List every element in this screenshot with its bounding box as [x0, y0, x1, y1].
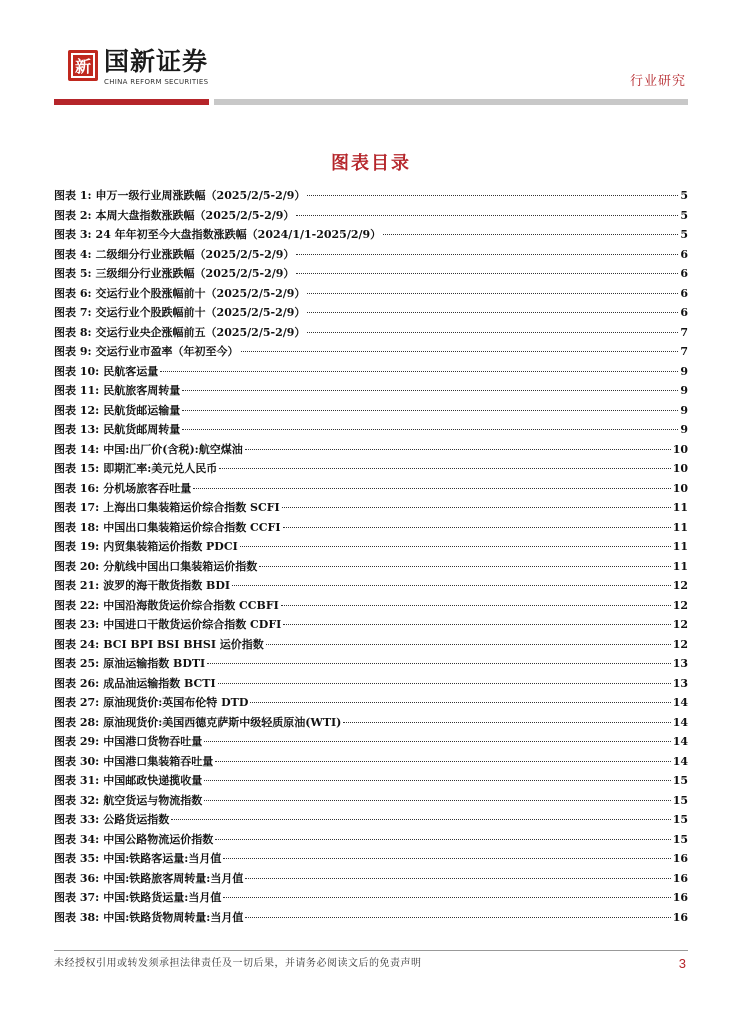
toc-entry-title: 中国进口干散货运价综合指数 CDFI	[103, 618, 282, 631]
toc-entry-leader	[296, 273, 678, 274]
toc-entry-leader	[283, 624, 670, 625]
toc-entry-title: 本周大盘指数涨跌幅（2025/2/5-2/9）	[95, 208, 295, 222]
brand-name-english: CHINA REFORM SECURITIES	[104, 78, 209, 86]
toc-entry-page: 7	[680, 325, 688, 339]
toc-entry-leader	[307, 312, 678, 313]
toc-entry-leader	[250, 702, 670, 703]
toc-entry-page: 14	[672, 715, 688, 729]
toc-entry-page: 9	[680, 364, 688, 378]
footer-divider	[54, 950, 688, 951]
toc-entry-leader	[245, 449, 671, 450]
toc-entry[interactable]	[54, 401, 688, 421]
toc-entry-page: 9	[680, 403, 688, 417]
toc-entry-label: 图表 1:	[54, 189, 92, 202]
toc-entry[interactable]	[54, 615, 688, 635]
toc-entry-page: 6	[680, 267, 688, 280]
toc-entry-label: 图表 32:	[54, 793, 100, 807]
toc-entry-page: 12	[672, 637, 688, 651]
toc-entry-title: 中国:铁路货运量:当月值	[103, 891, 222, 904]
toc-entry[interactable]	[54, 791, 688, 811]
toc-entry-leader	[296, 254, 678, 255]
toc-title: 图表目录	[331, 153, 411, 174]
toc-entry-leader	[240, 546, 671, 547]
toc-entry[interactable]	[54, 518, 688, 538]
toc-entry-title: 中国港口货物吞吐量	[103, 735, 203, 748]
toc-entry-page: 10	[672, 481, 688, 495]
toc-entry-title: 成品油运输指数 BCTI	[103, 676, 216, 690]
toc-entry-label: 图表 18:	[54, 520, 100, 534]
toc-entry[interactable]	[54, 576, 688, 596]
toc-entry-label: 图表 35:	[54, 852, 100, 865]
toc-entry-page: 7	[680, 345, 688, 358]
logo-mark-icon	[68, 50, 98, 81]
toc-entry-title: 中国沿海散货运价综合指数 CCBFI	[103, 598, 279, 612]
toc-entry-leader	[296, 215, 678, 216]
toc-entry-leader	[232, 585, 671, 586]
toc-entry-leader	[182, 410, 678, 411]
toc-entry[interactable]	[54, 479, 688, 499]
toc-entry-page: 11	[672, 559, 688, 573]
toc-entry-page: 6	[680, 247, 688, 261]
toc-entry-leader	[281, 605, 671, 606]
toc-entry[interactable]	[54, 830, 688, 850]
toc-entry-leader	[383, 234, 678, 235]
toc-entry-label: 图表 36:	[54, 871, 100, 885]
toc-entry[interactable]	[54, 225, 688, 245]
toc-entry-label: 图表 30:	[54, 754, 100, 768]
toc-entry[interactable]	[54, 342, 688, 362]
toc-entry-leader	[215, 761, 670, 762]
toc-entry-title: 交运行业央企涨幅前五（2025/2/5-2/9）	[95, 325, 306, 339]
toc-entry[interactable]	[54, 420, 688, 440]
toc-entry-title: 即期汇率:美元兑人民币	[103, 462, 218, 475]
toc-entry-label: 图表 26:	[54, 676, 100, 690]
footer-disclaimer: 未经授权引用或转发须承担法律责任及一切后果，并请务必阅读文后的免责声明	[54, 958, 422, 969]
toc-entry-leader	[245, 878, 670, 879]
toc-entry[interactable]	[54, 810, 688, 830]
toc-entry-title: 民航货邮运输量	[103, 403, 181, 417]
toc-entry[interactable]	[54, 459, 688, 479]
toc-entry[interactable]	[54, 849, 688, 869]
toc-entry[interactable]	[54, 303, 688, 323]
toc-entry-title: 中国港口集装箱吞吐量	[103, 754, 214, 768]
toc-entry-page: 6	[680, 286, 688, 300]
toc-entry-label: 图表 28:	[54, 715, 100, 729]
toc-entry-title: 中国邮政快递揽收量	[103, 774, 203, 787]
toc-entry[interactable]	[54, 908, 688, 928]
toc-entry-title: 原油现货价:英国布伦特 DTD	[103, 696, 249, 709]
toc-entry-leader	[215, 839, 670, 840]
toc-entry-page: 16	[672, 910, 688, 924]
toc-entry-label: 图表 5:	[54, 267, 92, 280]
toc-entry-page: 14	[672, 735, 688, 748]
toc-entry-label: 图表 4:	[54, 247, 92, 261]
toc-entry-leader	[307, 293, 678, 294]
toc-entry[interactable]	[54, 693, 688, 713]
toc-entry-title: 中国:出厂价(含税):航空煤油	[103, 442, 243, 456]
toc-entry-leader	[204, 741, 670, 742]
toc-entry-title: 波罗的海干散货指数 BDI	[103, 579, 231, 592]
toc-entry-leader	[343, 722, 670, 723]
toc-entry-leader	[223, 858, 670, 859]
toc-entry-label: 图表 27:	[54, 696, 100, 709]
toc-entry-page: 14	[672, 696, 688, 709]
toc-entry-leader	[207, 663, 670, 664]
toc-entry-title: 上海出口集装箱运价综合指数 SCFI	[103, 501, 280, 514]
toc-entry-label: 图表 12:	[54, 403, 100, 417]
toc-entry-label: 图表 16:	[54, 481, 100, 495]
toc-entry-label: 图表 21:	[54, 579, 100, 592]
toc-entry[interactable]	[54, 713, 688, 733]
toc-entry-label: 图表 11:	[54, 384, 100, 397]
toc-entry-label: 图表 38:	[54, 910, 100, 924]
toc-entry[interactable]	[54, 284, 688, 304]
toc-entry-page: 11	[672, 520, 688, 534]
toc-entry-title: 二级细分行业涨跌幅（2025/2/5-2/9）	[95, 247, 295, 261]
toc-entry[interactable]	[54, 440, 688, 460]
toc-entry-page: 5	[680, 189, 688, 202]
toc-entry[interactable]	[54, 732, 688, 752]
toc-entry-label: 图表 17:	[54, 501, 100, 514]
toc-entry-label: 图表 2:	[54, 208, 92, 222]
toc-entry-title: 原油现货价:美国西德克萨斯中级轻质原油(WTI)	[103, 715, 342, 729]
toc-entry[interactable]	[54, 752, 688, 772]
toc-entry-page: 9	[680, 423, 688, 436]
toc-entry-label: 图表 31:	[54, 774, 100, 787]
toc-entry-leader	[241, 351, 679, 352]
toc-entry-label: 图表 23:	[54, 618, 100, 631]
toc-entry-label: 图表 13:	[54, 423, 100, 436]
toc-entry-title: BCI BPI BSI BHSI 运价指数	[103, 637, 264, 651]
toc-entry-title: 24 年年初至今大盘指数涨跌幅（2024/1/1-2025/2/9）	[95, 228, 382, 241]
toc-entry-page: 13	[672, 657, 688, 670]
toc-entry[interactable]	[54, 264, 688, 284]
toc-entry[interactable]	[54, 323, 688, 343]
toc-entry-label: 图表 8:	[54, 325, 92, 339]
toc-entry-label: 图表 20:	[54, 559, 100, 573]
toc-entry-page: 16	[672, 852, 688, 865]
toc-entry-leader	[245, 917, 670, 918]
toc-entry-title: 中国:铁路旅客周转量:当月值	[103, 871, 244, 885]
toc-entry[interactable]	[54, 674, 688, 694]
toc-entry-title: 交运行业个股跌幅前十（2025/2/5-2/9）	[95, 306, 306, 319]
toc-entry[interactable]	[54, 635, 688, 655]
toc-entry[interactable]	[54, 245, 688, 265]
toc-entry-leader	[283, 527, 671, 528]
toc-entry[interactable]	[54, 596, 688, 616]
toc-entry[interactable]	[54, 381, 688, 401]
toc-entry[interactable]	[54, 206, 688, 226]
toc-entry-leader	[218, 683, 671, 684]
toc-entry-page: 5	[680, 228, 688, 241]
header-divider-bar	[214, 99, 688, 105]
toc-entry-leader	[171, 819, 670, 820]
toc-entry-page: 11	[672, 501, 688, 514]
toc-entry-title: 公路货运指数	[103, 813, 170, 826]
toc-entry-label: 图表 25:	[54, 657, 100, 670]
toc-entry-leader	[282, 507, 671, 508]
toc-entry[interactable]	[54, 771, 688, 791]
toc-entry-title: 中国:铁路货物周转量:当月值	[103, 910, 244, 924]
toc-entry-label: 图表 15:	[54, 462, 100, 475]
toc-entry-label: 图表 24:	[54, 637, 100, 651]
toc-entry[interactable]	[54, 557, 688, 577]
toc-entry-page: 10	[672, 462, 688, 475]
toc-entry-title: 原油运输指数 BDTI	[103, 657, 206, 670]
toc-entry-label: 图表 3:	[54, 228, 92, 241]
toc-entry-page: 6	[680, 306, 688, 319]
figure-table-of-contents	[54, 186, 688, 927]
toc-entry-page: 12	[672, 579, 688, 592]
toc-entry-leader	[204, 800, 670, 801]
toc-entry-title: 中国出口集装箱运价综合指数 CCFI	[103, 520, 281, 534]
toc-entry[interactable]	[54, 888, 688, 908]
brand-logo-icon	[68, 50, 98, 81]
toc-entry-page: 15	[672, 813, 688, 826]
toc-entry-title: 申万一级行业周涨跌幅（2025/2/5-2/9）	[95, 189, 306, 202]
toc-entry[interactable]	[54, 537, 688, 557]
toc-entry-page: 11	[672, 540, 688, 553]
toc-entry-title: 分机场旅客吞吐量	[103, 481, 192, 495]
toc-entry-leader	[182, 390, 678, 391]
toc-entry-page: 15	[672, 793, 688, 807]
toc-entry-title: 中国公路物流运价指数	[103, 832, 214, 846]
toc-entry-leader	[223, 897, 670, 898]
toc-entry-page: 15	[672, 832, 688, 846]
toc-entry-title: 民航客运量	[103, 364, 159, 378]
toc-entry-page: 16	[672, 891, 688, 904]
toc-entry-page: 10	[672, 442, 688, 456]
toc-entry-label: 图表 33:	[54, 813, 100, 826]
logo-mark-glyph: 新	[74, 57, 92, 76]
toc-entry-leader	[219, 468, 670, 469]
toc-entry-label: 图表 6:	[54, 286, 92, 300]
toc-entry-title: 内贸集装箱运价指数 PDCI	[103, 540, 238, 553]
toc-entry-page: 13	[672, 676, 688, 690]
toc-entry-leader	[307, 195, 678, 196]
toc-entry-leader	[266, 644, 671, 645]
toc-entry-title: 三级细分行业涨跌幅（2025/2/5-2/9）	[95, 267, 295, 280]
brand-name: 国新证券	[104, 47, 209, 76]
toc-entry-title: 中国:铁路客运量:当月值	[103, 852, 222, 865]
toc-entry-page: 15	[672, 774, 688, 787]
toc-entry-label: 图表 34:	[54, 832, 100, 846]
toc-entry-title: 交运行业个股涨幅前十（2025/2/5-2/9）	[95, 286, 306, 300]
header-accent-bar	[54, 99, 209, 105]
toc-entry-page: 16	[672, 871, 688, 885]
toc-entry[interactable]	[54, 498, 688, 518]
toc-entry-label: 图表 22:	[54, 598, 100, 612]
toc-entry-label: 图表 7:	[54, 306, 92, 319]
toc-entry-page: 12	[672, 598, 688, 612]
page-number: 3	[678, 956, 686, 971]
toc-entry-leader	[307, 332, 678, 333]
toc-entry-leader	[182, 429, 678, 430]
toc-entry-label: 图表 10:	[54, 364, 100, 378]
toc-entry-leader	[193, 488, 670, 489]
toc-entry-page: 12	[672, 618, 688, 631]
toc-entry-title: 分航线中国出口集装箱运价指数	[103, 559, 258, 573]
toc-entry-title: 民航货邮周转量	[103, 423, 181, 436]
toc-entry-label: 图表 29:	[54, 735, 100, 748]
toc-entry-label: 图表 9:	[54, 345, 92, 358]
toc-entry-page: 9	[680, 384, 688, 397]
toc-entry-page: 14	[672, 754, 688, 768]
report-category: 行业研究	[629, 74, 686, 89]
toc-entry-page: 5	[680, 208, 688, 222]
toc-entry-title: 航空货运与物流指数	[103, 793, 203, 807]
toc-entry-leader	[204, 780, 670, 781]
toc-entry[interactable]	[54, 186, 688, 206]
toc-entry-label: 图表 37:	[54, 891, 100, 904]
toc-entry[interactable]	[54, 654, 688, 674]
toc-entry-title: 交运行业市盈率（年初至今）	[95, 345, 239, 358]
toc-entry[interactable]	[54, 869, 688, 889]
toc-entry-label: 图表 14:	[54, 442, 100, 456]
toc-entry-leader	[259, 566, 670, 567]
toc-entry-label: 图表 19:	[54, 540, 100, 553]
toc-entry-title: 民航旅客周转量	[103, 384, 181, 397]
toc-entry-leader	[160, 371, 678, 372]
toc-entry[interactable]	[54, 362, 688, 382]
